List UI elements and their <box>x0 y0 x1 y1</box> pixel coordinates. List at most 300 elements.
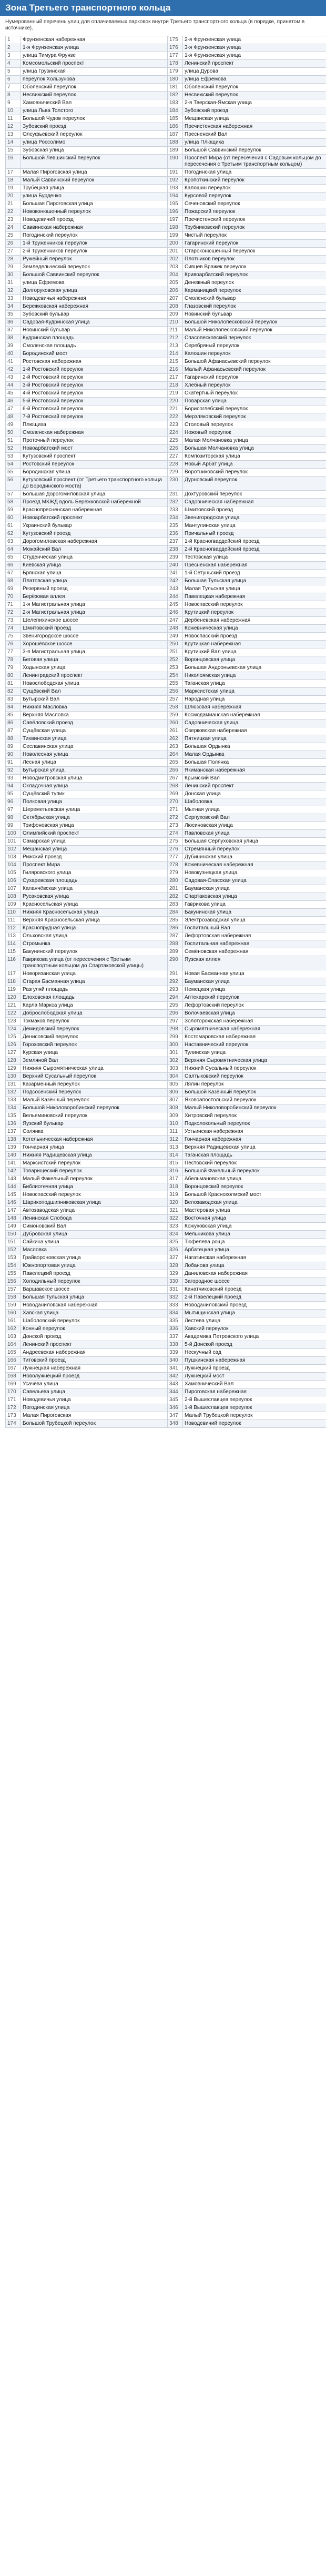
row-number-right: 338 <box>168 1341 183 1349</box>
street-name-left: Шарикоподшипниковская улица <box>21 1199 168 1207</box>
street-name-left: Ружейный переулок <box>21 256 168 263</box>
row-number-left: 103 <box>6 854 21 861</box>
street-name-left: Кутузовский проспект <box>21 453 168 461</box>
table-row <box>6 1049 326 1057</box>
table-row <box>6 1160 326 1168</box>
table-row <box>6 476 326 491</box>
table-row <box>6 901 326 909</box>
street-name-left: Ходынская улица <box>21 664 168 672</box>
street-name-right: Нижний Сусальный переулок <box>183 1065 326 1073</box>
street-name-right: Мещанская улица <box>183 115 326 123</box>
row-number-right: 210 <box>168 319 183 327</box>
table-row <box>6 155 326 169</box>
street-name-right: Крымский Вал <box>183 775 326 783</box>
row-number-right: 347 <box>168 1412 183 1420</box>
street-name-left: Новорязанская улица <box>21 970 168 978</box>
row-number-left: 73 <box>6 617 21 625</box>
row-number-left: 87 <box>6 727 21 735</box>
street-name-left: Бородинский мост <box>21 350 168 358</box>
table-row <box>6 382 326 390</box>
row-number-right: 296 <box>168 1010 183 1018</box>
row-number-right: 216 <box>168 366 183 374</box>
row-number-left: 98 <box>6 814 21 822</box>
street-name-right: Садовая-Спасская улица <box>183 877 326 885</box>
street-name-right: Тюфелева роща <box>183 1239 326 1246</box>
table-row <box>6 1341 326 1349</box>
street-name-left: Новослободская улица <box>21 680 168 688</box>
street-name-right: Серебряный переулок <box>183 342 326 350</box>
row-number-left: 50 <box>6 429 21 437</box>
row-number-right: 240 <box>168 562 183 570</box>
table-row <box>6 1373 326 1381</box>
table-row <box>6 1254 326 1262</box>
table-row <box>6 727 326 735</box>
row-number-left: 113 <box>6 932 21 940</box>
street-name-left: 2-я Магистральная улица <box>21 609 168 617</box>
row-number-right: 232 <box>168 499 183 506</box>
row-number-right: 336 <box>168 1325 183 1333</box>
table-row <box>6 1065 326 1073</box>
street-name-left: Разгуляй площадь <box>21 986 168 994</box>
street-name-left: Шаболовский переулок <box>21 1317 168 1325</box>
row-number-right: 341 <box>168 1365 183 1373</box>
street-name-left: улица Грузинская <box>21 68 168 76</box>
street-name-right: Бауманская улица <box>183 978 326 986</box>
street-name-right: Бакунинская улица <box>183 909 326 917</box>
row-number-right: 221 <box>168 405 183 413</box>
row-number-left: 58 <box>6 499 21 506</box>
row-number-right: 201 <box>168 248 183 256</box>
street-name-left: Каланчёвская улица <box>21 885 168 893</box>
table-row <box>6 398 326 405</box>
table-row <box>6 854 326 861</box>
street-name-left: Кудринская площадь <box>21 334 168 342</box>
row-number-left: 79 <box>6 664 21 672</box>
street-name-left: 1-я Магистральная улица <box>21 601 168 609</box>
table-row <box>6 99 326 107</box>
row-number-left: 156 <box>6 1278 21 1286</box>
row-number-left: 23 <box>6 216 21 224</box>
street-name-right: Марксистская улица <box>183 688 326 696</box>
street-name-right: Мельникова улица <box>183 1231 326 1239</box>
table-row <box>6 577 326 585</box>
row-number-left: 137 <box>6 1128 21 1136</box>
row-number-left: 108 <box>6 893 21 901</box>
row-number-left: 153 <box>6 1254 21 1262</box>
street-name-right: Несвижский переулок <box>183 92 326 99</box>
row-number-right: 229 <box>168 469 183 476</box>
street-name-right: Лялин переулок <box>183 1081 326 1089</box>
street-name-right: Крутицкая набережная <box>183 641 326 648</box>
row-number-left: 52 <box>6 445 21 453</box>
row-number-left: 125 <box>6 1033 21 1041</box>
table-row <box>6 1097 326 1104</box>
table-row <box>6 885 326 893</box>
row-number-right: 280 <box>168 877 183 885</box>
street-name-left: Малый Факельный переулок <box>21 1175 168 1183</box>
street-name-right: Большая Серпуховская улица <box>183 838 326 846</box>
row-number-left: 10 <box>6 107 21 115</box>
row-number-right: 325 <box>168 1239 183 1246</box>
table-row <box>6 208 326 216</box>
row-number-right: 230 <box>168 476 183 491</box>
row-number-left: 5 <box>6 68 21 76</box>
row-number-right: 189 <box>168 147 183 155</box>
table-row <box>6 1420 326 1428</box>
table-row <box>6 948 326 956</box>
table-row <box>6 672 326 680</box>
row-number-left: 40 <box>6 350 21 358</box>
row-number-left: 35 <box>6 311 21 319</box>
row-number-left: 1 <box>6 36 21 44</box>
row-number-left: 133 <box>6 1097 21 1104</box>
row-number-right: 176 <box>168 44 183 52</box>
row-number-left: 110 <box>6 909 21 917</box>
street-name-left: Большой Левшинский переулок <box>21 155 168 169</box>
row-number-left: 114 <box>6 940 21 948</box>
row-number-right: 197 <box>168 216 183 224</box>
table-row <box>6 530 326 538</box>
table-row <box>6 790 326 798</box>
row-number-left: 25 <box>6 232 21 240</box>
street-name-right: Волочаевская улица <box>183 1010 326 1018</box>
street-name-left: Проезд МКЖД вдоль Бережковской набережной <box>21 499 168 506</box>
street-name-right: Павелецкая набережная <box>183 593 326 601</box>
table-row <box>6 743 326 751</box>
row-number-left: 160 <box>6 1310 21 1317</box>
street-name-right: Малый Трубецкой переулок <box>183 1412 326 1420</box>
row-number-right: 259 <box>168 712 183 719</box>
row-number-right: 309 <box>168 1112 183 1120</box>
street-name-left: Кутузовский проезд <box>21 530 168 538</box>
row-number-left: 163 <box>6 1333 21 1341</box>
row-number-left: 72 <box>6 609 21 617</box>
row-number-left: 126 <box>6 1041 21 1049</box>
row-number-left: 81 <box>6 680 21 688</box>
table-row <box>6 1270 326 1278</box>
row-number-left: 82 <box>6 688 21 696</box>
street-name-right: Садовническая набережная <box>183 499 326 506</box>
street-name-right: Хлебный переулок <box>183 382 326 390</box>
street-name-right: Подколокольный переулок <box>183 1120 326 1128</box>
row-number-left: 111 <box>6 917 21 925</box>
street-name-left: Оболенский переулок <box>21 84 168 92</box>
street-name-right: Борисоглебский переулок <box>183 405 326 413</box>
street-name-right: Новоспасский переулок <box>183 601 326 609</box>
street-name-right: Малый Николопесковский переулок <box>183 327 326 334</box>
row-number-right: 258 <box>168 704 183 712</box>
table-row <box>6 224 326 232</box>
row-number-left: 74 <box>6 625 21 633</box>
table-row <box>6 735 326 743</box>
row-number-left: 119 <box>6 986 21 994</box>
row-number-left: 99 <box>6 822 21 830</box>
row-number-left: 20 <box>6 192 21 200</box>
street-name-right: Денежный переулок <box>183 279 326 287</box>
street-name-left: Верхняя Красносельская улица <box>21 917 168 925</box>
street-name-right: Пестовский переулок <box>183 1160 326 1168</box>
row-number-left: 117 <box>6 970 21 978</box>
table-row <box>6 994 326 1002</box>
street-name-right: Семёновская набережная <box>183 948 326 956</box>
row-number-right: 321 <box>168 1207 183 1215</box>
street-name-left: Рижский проезд <box>21 854 168 861</box>
street-name-right: Воронцовский переулок <box>183 1183 326 1191</box>
street-name-right: Яковоапостольский переулок <box>183 1097 326 1104</box>
street-name-left: Новодмитровская улица <box>21 775 168 783</box>
street-name-right: Малая Ордынка <box>183 751 326 759</box>
street-name-right: Пресненский Вал <box>183 131 326 139</box>
street-name-left: улица Бурденко <box>21 192 168 200</box>
table-row <box>6 366 326 374</box>
row-number-left: 116 <box>6 956 21 970</box>
street-name-left: 6-й Ростовский переулок <box>21 405 168 413</box>
row-number-right: 343 <box>168 1381 183 1388</box>
row-number-right: 320 <box>168 1199 183 1207</box>
row-number-left: 107 <box>6 885 21 893</box>
street-name-right: Большая Молчановка улица <box>183 445 326 453</box>
street-name-right: Новоданиловский проезд <box>183 1302 326 1310</box>
row-number-right: 180 <box>168 76 183 84</box>
row-number-right: 241 <box>168 570 183 577</box>
street-name-left: Большой Чудов переулок <box>21 115 168 123</box>
row-number-right: 261 <box>168 727 183 735</box>
table-row <box>6 1215 326 1223</box>
row-number-left: 89 <box>6 743 21 751</box>
street-name-right: Таганская улица <box>183 680 326 688</box>
table-row <box>6 287 326 295</box>
table-row <box>6 1286 326 1294</box>
table-row <box>6 970 326 978</box>
table-row <box>6 1152 326 1160</box>
row-number-left: 106 <box>6 877 21 885</box>
row-number-right: 214 <box>168 350 183 358</box>
street-name-left: Самарская улица <box>21 838 168 846</box>
row-number-right: 268 <box>168 783 183 790</box>
table-row <box>6 601 326 609</box>
street-name-right: Космодамианская набережная <box>183 712 326 719</box>
table-row <box>6 767 326 775</box>
street-name-left: Марксистский переулок <box>21 1160 168 1168</box>
row-number-right: 348 <box>168 1420 183 1428</box>
street-name-right: Курсовой переулок <box>183 192 326 200</box>
street-name-left: Гаврикова улица (от пересечения с Третьим транспортным кольцом до Спартаковской улицы) <box>21 956 168 970</box>
street-name-right: Зубовский проезд <box>183 107 326 115</box>
table-row <box>6 319 326 327</box>
street-name-right: Большая Ордынка <box>183 743 326 751</box>
street-name-left: Донской проезд <box>21 1333 168 1341</box>
table-row <box>6 1104 326 1112</box>
intro-text: Нумерованный перечень улиц для оплачиваемых парковок внутри Третьего транспортного кольца (в порядке, принятом в источнике). <box>5 19 305 31</box>
row-number-right: 308 <box>168 1104 183 1112</box>
row-number-left: 174 <box>6 1420 21 1428</box>
street-name-left: Бережковская набережная <box>21 303 168 311</box>
table-row <box>6 469 326 476</box>
street-name-left: 4-й Ростовский переулок <box>21 390 168 398</box>
row-number-right: 345 <box>168 1396 183 1404</box>
table-row <box>6 664 326 672</box>
street-name-left: Павелецкий проезд <box>21 1270 168 1278</box>
street-name-right: Калошин переулок <box>183 350 326 358</box>
row-number-right: 177 <box>168 52 183 60</box>
street-name-left: Гончарная улица <box>21 1144 168 1152</box>
street-name-left: Красносельская улица <box>21 901 168 909</box>
street-name-right: Кропоткинский переулок <box>183 177 326 185</box>
street-name-left: Савельева улица <box>21 1388 168 1396</box>
street-name-right: Гаврикова улица <box>183 901 326 909</box>
row-number-left: 128 <box>6 1057 21 1065</box>
row-number-left: 4 <box>6 60 21 68</box>
table-row <box>6 92 326 99</box>
row-number-left: 112 <box>6 925 21 932</box>
street-name-right: Народная улица <box>183 696 326 704</box>
table-row <box>6 1033 326 1041</box>
table-row <box>6 806 326 814</box>
table-row <box>6 1026 326 1033</box>
street-name-right: Трубниковский переулок <box>183 224 326 232</box>
street-name-left: Бутырская улица <box>21 767 168 775</box>
street-name-right: Большая Полянка <box>183 759 326 767</box>
table-row <box>6 506 326 514</box>
row-number-right: 208 <box>168 303 183 311</box>
row-number-right: 192 <box>168 177 183 185</box>
row-number-right: 196 <box>168 208 183 216</box>
street-name-right: Госпитальный Вал <box>183 925 326 932</box>
street-name-right: Ленинский проспект <box>183 783 326 790</box>
row-number-right: 340 <box>168 1357 183 1365</box>
street-name-right: Оболенский переулок <box>183 84 326 92</box>
table-row <box>6 917 326 925</box>
row-number-left: 75 <box>6 633 21 641</box>
table-row <box>6 311 326 319</box>
street-name-right: Новодевичий переулок <box>183 1420 326 1428</box>
row-number-right: 286 <box>168 925 183 932</box>
table-row <box>6 522 326 530</box>
table-row <box>6 1294 326 1302</box>
table-row <box>6 1325 326 1333</box>
street-name-right: Большая Андроньевская улица <box>183 664 326 672</box>
table-row <box>6 169 326 177</box>
row-number-right: 291 <box>168 970 183 978</box>
row-number-left: 30 <box>6 271 21 279</box>
street-name-right: 5-й Донской проезд <box>183 1341 326 1349</box>
street-name-left: Новолесная улица <box>21 751 168 759</box>
row-number-left: 31 <box>6 279 21 287</box>
row-number-right: 206 <box>168 287 183 295</box>
row-number-right: 219 <box>168 390 183 398</box>
row-number-left: 77 <box>6 648 21 656</box>
row-number-right: 334 <box>168 1310 183 1317</box>
row-number-right: 290 <box>168 956 183 970</box>
row-number-right: 223 <box>168 421 183 429</box>
street-name-left: Малая Пироговская улица <box>21 169 168 177</box>
street-name-left: Новоконюшенный переулок <box>21 208 168 216</box>
street-name-right: Малый Николоворобинский переулок <box>183 1104 326 1112</box>
row-number-right: 304 <box>168 1073 183 1081</box>
street-name-right: Кожевническая улица <box>183 625 326 633</box>
street-name-right: Лефортовский переулок <box>183 1002 326 1010</box>
street-name-left: Резервный проезд <box>21 585 168 593</box>
street-name-left: улица Ефремова <box>21 279 168 287</box>
row-number-right: 326 <box>168 1246 183 1254</box>
street-name-left: Лесная улица <box>21 759 168 767</box>
row-number-left: 158 <box>6 1294 21 1302</box>
table-row <box>6 585 326 593</box>
table-row <box>6 838 326 846</box>
row-number-left: 22 <box>6 208 21 216</box>
street-name-left: Хорошёвское шоссе <box>21 641 168 648</box>
row-number-left: 16 <box>6 155 21 169</box>
row-number-left: 162 <box>6 1325 21 1333</box>
street-name-right: Новая Басманная улица <box>183 970 326 978</box>
table-row <box>6 185 326 192</box>
street-name-right: Тулинская улица <box>183 1049 326 1057</box>
row-number-right: 303 <box>168 1065 183 1073</box>
table-row <box>6 1333 326 1341</box>
street-name-right: Большой Казённый переулок <box>183 1089 326 1097</box>
street-name-right: Стремянный переулок <box>183 846 326 854</box>
row-number-left: 172 <box>6 1404 21 1412</box>
street-name-right: Поварская улица <box>183 398 326 405</box>
row-number-left: 95 <box>6 790 21 798</box>
row-number-left: 101 <box>6 838 21 846</box>
street-name-right: Новый Арбат улица <box>183 461 326 469</box>
row-number-right: 185 <box>168 115 183 123</box>
table-row <box>6 1183 326 1191</box>
street-name-right: Верхняя Радищевская улица <box>183 1144 326 1152</box>
row-number-right: 228 <box>168 461 183 469</box>
row-number-right: 184 <box>168 107 183 115</box>
street-name-left: Садовая-Кудринская улица <box>21 319 168 327</box>
row-number-right: 204 <box>168 271 183 279</box>
street-name-left: Долгоруковская улица <box>21 287 168 295</box>
street-name-left: 5-й Ростовский переулок <box>21 398 168 405</box>
street-name-right: Бауманская улица <box>183 885 326 893</box>
row-number-right: 238 <box>168 546 183 554</box>
street-name-right: Большой Саввинский переулок <box>183 147 326 155</box>
row-number-left: 131 <box>6 1081 21 1089</box>
table-row <box>6 1041 326 1049</box>
row-number-right: 270 <box>168 798 183 806</box>
street-name-left: Новолужнецкий проезд <box>21 1373 168 1381</box>
street-name-right: Донская улица <box>183 790 326 798</box>
row-number-right: 293 <box>168 986 183 994</box>
street-name-left: Шмитовский проезд <box>21 625 168 633</box>
row-number-right: 281 <box>168 885 183 893</box>
street-name-right: 3-я Фрунзенская улица <box>183 44 326 52</box>
street-name-left: Русаковская улица <box>21 893 168 901</box>
table-row <box>6 704 326 712</box>
street-name-right: 1-я Фрунзенская улица <box>183 52 326 60</box>
street-name-left: Ростовская набережная <box>21 358 168 366</box>
street-name-right: Дохтуровский переулок <box>183 491 326 499</box>
row-number-left: 154 <box>6 1262 21 1270</box>
street-name-left: Большой Саввинский переулок <box>21 271 168 279</box>
row-number-right: 292 <box>168 978 183 986</box>
street-name-left: Сайкина улица <box>21 1239 168 1246</box>
table-row <box>6 1396 326 1404</box>
row-number-right: 331 <box>168 1286 183 1294</box>
table-row <box>6 956 326 970</box>
street-name-left: Трубецкая улица <box>21 185 168 192</box>
row-number-right: 222 <box>168 413 183 421</box>
table-row <box>6 861 326 869</box>
row-number-right: 319 <box>168 1191 183 1199</box>
table-row <box>6 44 326 52</box>
row-number-right: 337 <box>168 1333 183 1341</box>
street-name-right: Арбатецкая улица <box>183 1246 326 1254</box>
row-number-left: 150 <box>6 1231 21 1239</box>
